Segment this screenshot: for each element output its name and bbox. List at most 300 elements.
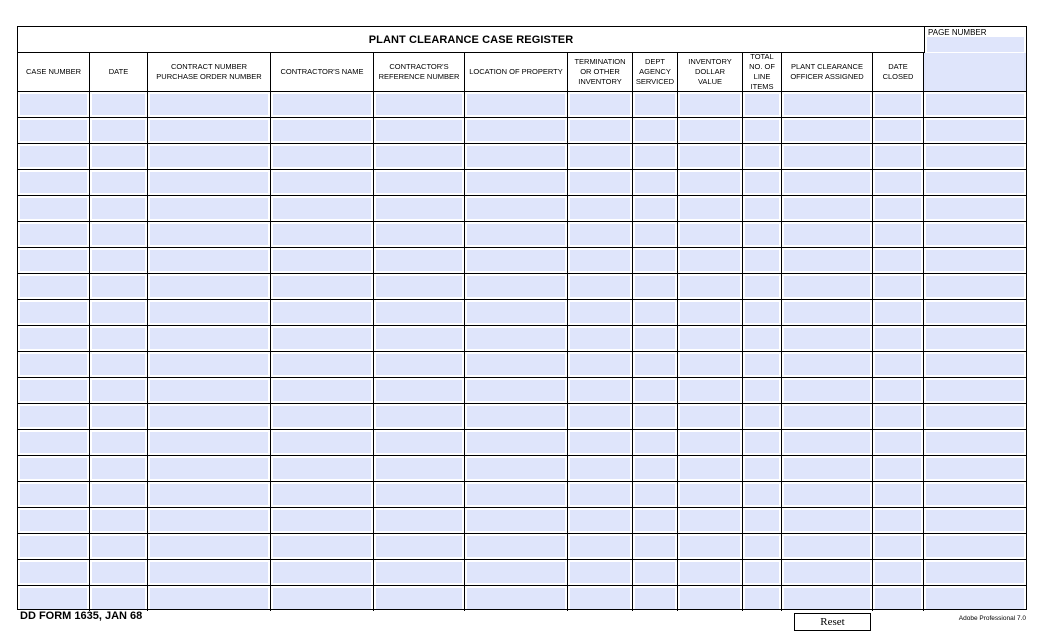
officer-assigned-field[interactable]: [784, 302, 870, 323]
date-field[interactable]: [92, 458, 145, 479]
date-closed-field[interactable]: [875, 198, 921, 219]
table-cell: [924, 534, 1026, 559]
contract-number-field[interactable]: [150, 484, 268, 505]
termination-field[interactable]: [570, 224, 630, 245]
dept-agency-field[interactable]: [635, 562, 675, 583]
contractors-reference-field[interactable]: [376, 172, 462, 193]
date-closed-field[interactable]: [875, 328, 921, 349]
date-field[interactable]: [92, 224, 145, 245]
table-cell: [743, 118, 782, 143]
extra-field[interactable]: [926, 510, 1024, 531]
date-field[interactable]: [92, 536, 145, 557]
date-field[interactable]: [92, 120, 145, 141]
contract-number-field[interactable]: [150, 172, 268, 193]
date-closed-field[interactable]: [875, 588, 921, 609]
table-cell: [18, 222, 90, 247]
contractors-name-field[interactable]: [273, 484, 371, 505]
case-number-field[interactable]: [20, 536, 87, 557]
contractors-reference-field[interactable]: [376, 458, 462, 479]
location-of-property-field[interactable]: [467, 510, 565, 531]
total-line-items-field[interactable]: [745, 146, 779, 167]
date-closed-field[interactable]: [875, 380, 921, 401]
date-field[interactable]: [92, 510, 145, 531]
table-cell: [743, 508, 782, 533]
total-line-items-field[interactable]: [745, 432, 779, 453]
inventory-value-field[interactable]: [680, 354, 740, 375]
extra-field[interactable]: [926, 484, 1024, 505]
total-line-items-field[interactable]: [745, 354, 779, 375]
table-cell: [465, 144, 568, 169]
contractors-name-field[interactable]: [273, 536, 371, 557]
table-cell: [743, 248, 782, 273]
contractors-reference-field[interactable]: [376, 406, 462, 427]
date-field[interactable]: [92, 146, 145, 167]
table-cell: [873, 196, 924, 221]
officer-assigned-field[interactable]: [784, 250, 870, 271]
dept-agency-field[interactable]: [635, 172, 675, 193]
date-field[interactable]: [92, 328, 145, 349]
contract-number-field[interactable]: [150, 406, 268, 427]
officer-assigned-field[interactable]: [784, 224, 870, 245]
table-cell: [743, 222, 782, 247]
dept-agency-field[interactable]: [635, 380, 675, 401]
date-closed-field[interactable]: [875, 276, 921, 297]
contractors-name-field[interactable]: [273, 328, 371, 349]
location-of-property-field[interactable]: [467, 458, 565, 479]
termination-field[interactable]: [570, 276, 630, 297]
contractors-name-field[interactable]: [273, 224, 371, 245]
contractors-name-field[interactable]: [273, 120, 371, 141]
date-closed-field[interactable]: [875, 536, 921, 557]
inventory-value-field[interactable]: [680, 510, 740, 531]
termination-field[interactable]: [570, 406, 630, 427]
total-line-items-field[interactable]: [745, 328, 779, 349]
officer-assigned-field[interactable]: [784, 510, 870, 531]
dept-agency-field[interactable]: [635, 588, 675, 609]
inventory-value-field[interactable]: [680, 146, 740, 167]
total-line-items-field[interactable]: [745, 302, 779, 323]
contract-number-field[interactable]: [150, 380, 268, 401]
date-field[interactable]: [92, 250, 145, 271]
date-field[interactable]: [92, 94, 145, 115]
total-line-items-field[interactable]: [745, 588, 779, 609]
total-line-items-field[interactable]: [745, 276, 779, 297]
inventory-value-field[interactable]: [680, 562, 740, 583]
officer-assigned-field[interactable]: [784, 354, 870, 375]
contract-number-field[interactable]: [150, 588, 268, 609]
contractors-reference-field[interactable]: [376, 276, 462, 297]
case-number-field[interactable]: [20, 224, 87, 245]
date-closed-field[interactable]: [875, 146, 921, 167]
table-cell: [873, 170, 924, 195]
total-line-items-field[interactable]: [745, 172, 779, 193]
table-cell: [374, 144, 465, 169]
table-cell: [633, 248, 678, 273]
table-cell: [568, 92, 633, 117]
table-cell: [924, 560, 1026, 585]
inventory-value-field[interactable]: [680, 432, 740, 453]
date-field[interactable]: [92, 562, 145, 583]
case-number-field[interactable]: [20, 380, 87, 401]
location-of-property-field[interactable]: [467, 146, 565, 167]
contract-number-field[interactable]: [150, 302, 268, 323]
officer-assigned-field[interactable]: [784, 562, 870, 583]
contractors-reference-field[interactable]: [376, 250, 462, 271]
location-of-property-field[interactable]: [467, 276, 565, 297]
page-number-field[interactable]: [927, 37, 1024, 52]
contractors-reference-field[interactable]: [376, 380, 462, 401]
extra-field[interactable]: [926, 146, 1024, 167]
location-of-property-field[interactable]: [467, 198, 565, 219]
location-of-property-field[interactable]: [467, 354, 565, 375]
termination-field[interactable]: [570, 146, 630, 167]
officer-assigned-field[interactable]: [784, 484, 870, 505]
contractors-reference-field[interactable]: [376, 120, 462, 141]
contract-number-field[interactable]: [150, 224, 268, 245]
dept-agency-field[interactable]: [635, 484, 675, 505]
dept-agency-field[interactable]: [635, 432, 675, 453]
contractors-reference-field[interactable]: [376, 198, 462, 219]
case-number-field[interactable]: [20, 250, 87, 271]
dept-agency-field[interactable]: [635, 354, 675, 375]
dept-agency-field[interactable]: [635, 302, 675, 323]
date-closed-field[interactable]: [875, 250, 921, 271]
contractors-reference-field[interactable]: [376, 328, 462, 349]
contract-number-field[interactable]: [150, 432, 268, 453]
table-row: [18, 404, 1026, 430]
contractors-name-field[interactable]: [273, 198, 371, 219]
table-row: [18, 248, 1026, 274]
location-of-property-field[interactable]: [467, 588, 565, 609]
extra-field[interactable]: [926, 380, 1024, 401]
contractors-reference-field[interactable]: [376, 432, 462, 453]
extra-field[interactable]: [926, 172, 1024, 193]
termination-field[interactable]: [570, 198, 630, 219]
location-of-property-field[interactable]: [467, 484, 565, 505]
date-field[interactable]: [92, 354, 145, 375]
date-closed-field[interactable]: [875, 510, 921, 531]
total-line-items-field[interactable]: [745, 250, 779, 271]
contractors-reference-field[interactable]: [376, 94, 462, 115]
officer-assigned-field[interactable]: [784, 198, 870, 219]
contract-number-field[interactable]: [150, 94, 268, 115]
table-cell: [148, 378, 271, 403]
table-cell: [678, 378, 743, 403]
contractors-name-field[interactable]: [273, 250, 371, 271]
date-closed-field[interactable]: [875, 484, 921, 505]
table-cell: [148, 222, 271, 247]
total-line-items-field[interactable]: [745, 484, 779, 505]
termination-field[interactable]: [570, 250, 630, 271]
total-line-items-field[interactable]: [745, 198, 779, 219]
table-row: [18, 170, 1026, 196]
total-line-items-field[interactable]: [745, 120, 779, 141]
total-line-items-field[interactable]: [745, 94, 779, 115]
contractors-reference-field[interactable]: [376, 302, 462, 323]
date-field[interactable]: [92, 484, 145, 505]
inventory-value-field[interactable]: [680, 198, 740, 219]
date-field[interactable]: [92, 406, 145, 427]
termination-field[interactable]: [570, 380, 630, 401]
termination-field[interactable]: [570, 328, 630, 349]
officer-assigned-field[interactable]: [784, 458, 870, 479]
extra-field[interactable]: [926, 406, 1024, 427]
table-cell: [782, 92, 873, 117]
table-cell: [873, 560, 924, 585]
case-number-field[interactable]: [20, 120, 87, 141]
contractors-name-field[interactable]: [273, 94, 371, 115]
inventory-value-field[interactable]: [680, 328, 740, 349]
case-number-field[interactable]: [20, 94, 87, 115]
case-number-field[interactable]: [20, 406, 87, 427]
case-number-field[interactable]: [20, 172, 87, 193]
contractors-name-field[interactable]: [273, 172, 371, 193]
table-cell: [90, 274, 148, 299]
reset-button[interactable]: Reset: [794, 613, 871, 631]
dept-agency-field[interactable]: [635, 146, 675, 167]
location-of-property-field[interactable]: [467, 562, 565, 583]
dept-agency-field[interactable]: [635, 224, 675, 245]
inventory-value-field[interactable]: [680, 458, 740, 479]
case-number-field[interactable]: [20, 484, 87, 505]
officer-assigned-field[interactable]: [784, 432, 870, 453]
contract-number-field[interactable]: [150, 146, 268, 167]
contract-number-field[interactable]: [150, 510, 268, 531]
termination-field[interactable]: [570, 172, 630, 193]
location-of-property-field[interactable]: [467, 536, 565, 557]
date-closed-field[interactable]: [875, 562, 921, 583]
total-line-items-field[interactable]: [745, 224, 779, 245]
contractors-reference-field[interactable]: [376, 484, 462, 505]
dept-agency-field[interactable]: [635, 536, 675, 557]
officer-assigned-field[interactable]: [784, 406, 870, 427]
contract-number-field[interactable]: [150, 198, 268, 219]
termination-field[interactable]: [570, 432, 630, 453]
extra-field[interactable]: [926, 354, 1024, 375]
extra-field[interactable]: [926, 458, 1024, 479]
extra-field[interactable]: [926, 198, 1024, 219]
location-of-property-field[interactable]: [467, 406, 565, 427]
table-row: [18, 534, 1026, 560]
total-line-items-field[interactable]: [745, 562, 779, 583]
date-closed-field[interactable]: [875, 94, 921, 115]
extra-field[interactable]: [926, 328, 1024, 349]
date-field[interactable]: [92, 380, 145, 401]
inventory-value-field[interactable]: [680, 276, 740, 297]
case-number-field[interactable]: [20, 432, 87, 453]
dept-agency-field[interactable]: [635, 406, 675, 427]
date-field[interactable]: [92, 276, 145, 297]
dept-agency-field[interactable]: [635, 94, 675, 115]
date-field[interactable]: [92, 432, 145, 453]
location-of-property-field[interactable]: [467, 250, 565, 271]
inventory-value-field[interactable]: [680, 250, 740, 271]
case-number-field[interactable]: [20, 276, 87, 297]
officer-assigned-field[interactable]: [784, 146, 870, 167]
date-closed-field[interactable]: [875, 172, 921, 193]
extra-field[interactable]: [926, 120, 1024, 141]
termination-field[interactable]: [570, 588, 630, 609]
date-field[interactable]: [92, 302, 145, 323]
date-closed-field[interactable]: [875, 224, 921, 245]
extra-field[interactable]: [926, 562, 1024, 583]
contract-number-field[interactable]: [150, 354, 268, 375]
officer-assigned-field[interactable]: [784, 94, 870, 115]
termination-field[interactable]: [570, 458, 630, 479]
extra-field[interactable]: [926, 250, 1024, 271]
inventory-value-field[interactable]: [680, 484, 740, 505]
table-cell: [743, 482, 782, 507]
termination-field[interactable]: [570, 510, 630, 531]
date-closed-field[interactable]: [875, 354, 921, 375]
contractors-reference-field[interactable]: [376, 536, 462, 557]
officer-assigned-field[interactable]: [784, 276, 870, 297]
location-of-property-field[interactable]: [467, 302, 565, 323]
date-closed-field[interactable]: [875, 406, 921, 427]
dept-agency-field[interactable]: [635, 510, 675, 531]
extra-field[interactable]: [926, 536, 1024, 557]
contract-number-field[interactable]: [150, 562, 268, 583]
table-cell: [374, 196, 465, 221]
location-of-property-field[interactable]: [467, 224, 565, 245]
location-of-property-field[interactable]: [467, 172, 565, 193]
inventory-value-field[interactable]: [680, 536, 740, 557]
extra-field[interactable]: [926, 588, 1024, 609]
table-cell: [924, 222, 1026, 247]
inventory-value-field[interactable]: [680, 302, 740, 323]
inventory-value-field[interactable]: [680, 380, 740, 401]
table-cell: [568, 144, 633, 169]
inventory-value-field[interactable]: [680, 224, 740, 245]
contractors-name-field[interactable]: [273, 510, 371, 531]
termination-field[interactable]: [570, 302, 630, 323]
inventory-value-field[interactable]: [680, 120, 740, 141]
contractors-reference-field[interactable]: [376, 562, 462, 583]
contractors-name-field[interactable]: [273, 406, 371, 427]
case-number-field[interactable]: [20, 458, 87, 479]
location-of-property-field[interactable]: [467, 120, 565, 141]
table-cell: [90, 534, 148, 559]
termination-field[interactable]: [570, 94, 630, 115]
officer-assigned-field[interactable]: [784, 120, 870, 141]
extra-field[interactable]: [926, 432, 1024, 453]
contractors-name-field[interactable]: [273, 458, 371, 479]
date-closed-field[interactable]: [875, 432, 921, 453]
location-of-property-field[interactable]: [467, 432, 565, 453]
contract-number-field[interactable]: [150, 536, 268, 557]
total-line-items-field[interactable]: [745, 510, 779, 531]
contractors-reference-field[interactable]: [376, 588, 462, 609]
table-cell: [148, 170, 271, 195]
total-line-items-field[interactable]: [745, 536, 779, 557]
total-line-items-field[interactable]: [745, 458, 779, 479]
date-closed-field[interactable]: [875, 302, 921, 323]
contract-number-field[interactable]: [150, 250, 268, 271]
table-cell: [18, 560, 90, 585]
table-row: [18, 378, 1026, 404]
table-cell: [90, 482, 148, 507]
table-cell: [743, 170, 782, 195]
contractors-reference-field[interactable]: [376, 224, 462, 245]
contractors-name-field[interactable]: [273, 588, 371, 609]
officer-assigned-field[interactable]: [784, 328, 870, 349]
contractors-reference-field[interactable]: [376, 510, 462, 531]
extra-field[interactable]: [926, 302, 1024, 323]
table-cell: [633, 118, 678, 143]
total-line-items-field[interactable]: [745, 406, 779, 427]
table-cell: [782, 222, 873, 247]
case-number-field[interactable]: [20, 562, 87, 583]
date-field[interactable]: [92, 172, 145, 193]
contract-number-field[interactable]: [150, 328, 268, 349]
case-number-field[interactable]: [20, 510, 87, 531]
case-number-field[interactable]: [20, 588, 87, 609]
dept-agency-field[interactable]: [635, 328, 675, 349]
contract-number-field[interactable]: [150, 120, 268, 141]
case-number-field[interactable]: [20, 328, 87, 349]
dept-agency-field[interactable]: [635, 458, 675, 479]
total-line-items-field[interactable]: [745, 380, 779, 401]
case-number-field[interactable]: [20, 302, 87, 323]
contractors-reference-field[interactable]: [376, 354, 462, 375]
extra-field[interactable]: [926, 224, 1024, 245]
contractors-name-field[interactable]: [273, 146, 371, 167]
contractors-name-field[interactable]: [273, 380, 371, 401]
table-cell: [90, 378, 148, 403]
termination-field[interactable]: [570, 484, 630, 505]
officer-assigned-field[interactable]: [784, 380, 870, 401]
officer-assigned-field[interactable]: [784, 172, 870, 193]
location-of-property-field[interactable]: [467, 380, 565, 401]
dept-agency-field[interactable]: [635, 198, 675, 219]
case-number-field[interactable]: [20, 198, 87, 219]
date-field[interactable]: [92, 588, 145, 609]
termination-field[interactable]: [570, 562, 630, 583]
date-closed-field[interactable]: [875, 120, 921, 141]
termination-field[interactable]: [570, 354, 630, 375]
contractors-name-field[interactable]: [273, 276, 371, 297]
officer-assigned-field[interactable]: [784, 588, 870, 609]
extra-field[interactable]: [926, 94, 1024, 115]
case-number-field[interactable]: [20, 146, 87, 167]
date-field[interactable]: [92, 198, 145, 219]
dept-agency-field[interactable]: [635, 250, 675, 271]
table-cell: [568, 196, 633, 221]
inventory-value-field[interactable]: [680, 172, 740, 193]
case-number-field[interactable]: [20, 354, 87, 375]
officer-assigned-field[interactable]: [784, 536, 870, 557]
inventory-value-field[interactable]: [680, 588, 740, 609]
table-cell: [374, 118, 465, 143]
location-of-property-field[interactable]: [467, 328, 565, 349]
dept-agency-field[interactable]: [635, 276, 675, 297]
contractors-name-field[interactable]: [273, 432, 371, 453]
contract-number-field[interactable]: [150, 276, 268, 297]
inventory-value-field[interactable]: [680, 94, 740, 115]
contractors-name-field[interactable]: [273, 302, 371, 323]
location-of-property-field[interactable]: [467, 94, 565, 115]
contractors-reference-field[interactable]: [376, 146, 462, 167]
contractors-name-field[interactable]: [273, 354, 371, 375]
contractors-name-field[interactable]: [273, 562, 371, 583]
extra-field[interactable]: [926, 276, 1024, 297]
date-closed-field[interactable]: [875, 458, 921, 479]
dept-agency-field[interactable]: [635, 120, 675, 141]
termination-field[interactable]: [570, 120, 630, 141]
inventory-value-field[interactable]: [680, 406, 740, 427]
contract-number-field[interactable]: [150, 458, 268, 479]
termination-field[interactable]: [570, 536, 630, 557]
